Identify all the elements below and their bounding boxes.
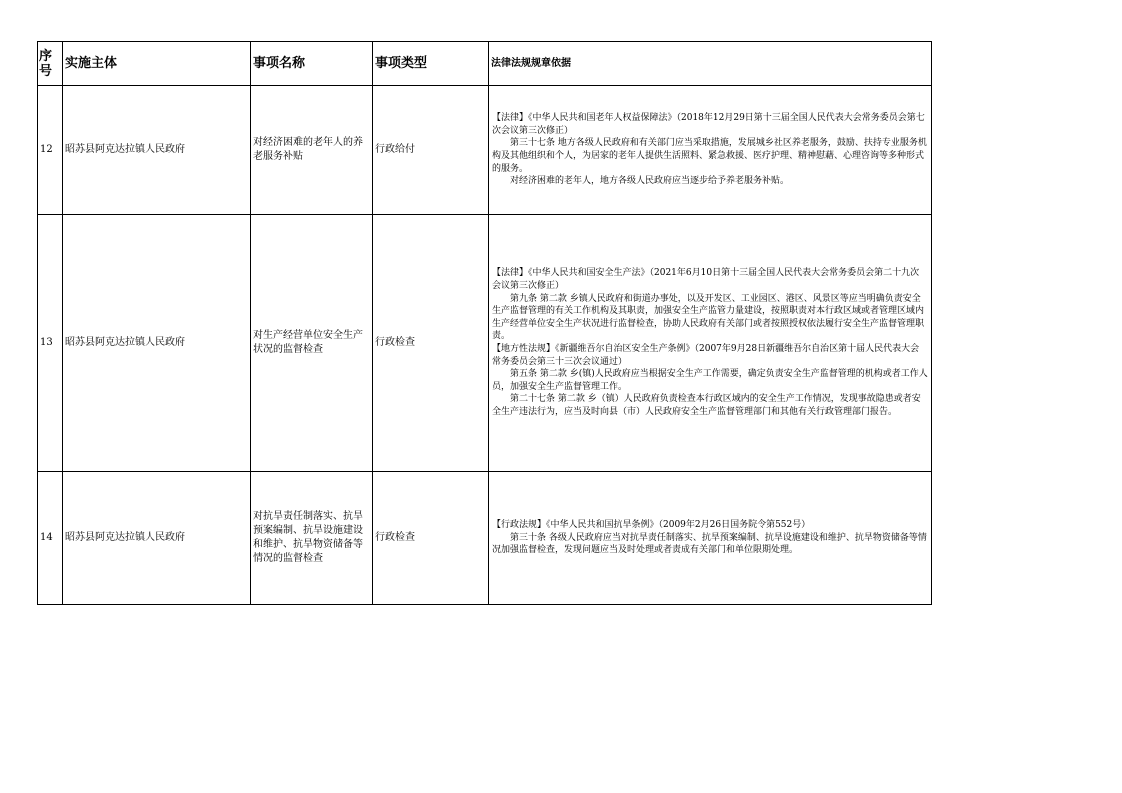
- row-legal-basis: [489, 215, 932, 472]
- basis-paragraph: 对经济困难的老年人，地方各级人民政府应当逐步给予养老服务补贴。: [510, 176, 790, 187]
- basis-paragraph: 第二十七条 第二款 乡（镇）人民政府负责检查本行政区域内的安全生产工作情况，发现事故隐患或者安全生产违法行为，应当及时向县（市）人民政府安全生产监督管理部门和其他有关行政管理部门报告。: [492, 394, 921, 417]
- basis-paragraph: 【法律】《中华人民共和国老年人权益保障法》（2018年12月29日第十三届全国人民代表大会常务委员会第七次会议第三次修正）: [492, 113, 925, 136]
- basis-paragraph: 第九条 第二款 乡镇人民政府和街道办事处，以及开发区、工业园区、港区、风景区等应当明确负责安全生产监督管理的有关工作机构及其职责，加强安全生产监管力量建设，按照职责对本行政区域或者管理区域内生产经营单位安全生产状况进行监督检查，协助人民政府有关部门或者按照授权依法履行安全生产监督管理职责。: [492, 293, 925, 342]
- row-item-name: 对经济困难的老年人的养老服务补贴: [251, 86, 373, 215]
- basis-paragraph: 第五条 第二款 乡(镇)人民政府应当根据安全生产工作需要，确定负责安全生产监督管理的机构或者工作人员，加强安全生产监督管理工作。: [492, 369, 928, 392]
- row-subject: 昭苏县阿克达拉镇人民政府: [63, 86, 251, 215]
- table-row: [38, 215, 932, 472]
- row-item-type: 行政检查: [373, 215, 489, 472]
- table-row: [38, 86, 932, 215]
- row-seq: 13: [38, 215, 63, 472]
- basis-paragraph: 第三十条 各级人民政府应当对抗旱责任制落实、抗旱预案编制、抗旱设施建设和维护、抗旱物资储备等情况加强监督检查，发现问题应当及时处理或者责成有关部门和单位限期处理。: [492, 532, 927, 556]
- row-item-type: 行政检查: [373, 472, 489, 605]
- row-item-name: 对抗旱责任制落实、抗旱预案编制、抗旱设施建设和维护、抗旱物资储备等情况的监督检查: [251, 472, 373, 605]
- basis-paragraph: 【地方性法规】《新疆维吾尔自治区安全生产条例》（2007年9月28日新疆维吾尔自治区第十届人民代表大会常务委员会第三十三次会议通过）: [492, 344, 920, 367]
- header-legal-basis: 法律法规规章依据: [489, 42, 932, 86]
- header-row: [38, 42, 932, 86]
- basis-paragraph: 第三十七条 地方各级人民政府和有关部门应当采取措施，发展城乡社区养老服务，鼓励、扶持专业服务机构及其他组织和个人，为居家的老年人提供生活照料、紧急救援、医疗护理、精神慰藉、心理咨询等多种形式的服务。: [492, 138, 927, 174]
- header-item-type: 事项类型: [373, 42, 489, 86]
- row-seq: 14: [38, 472, 63, 605]
- row-legal-basis: [489, 472, 932, 605]
- header-item-name: 事项名称: [251, 42, 373, 86]
- basis-paragraph: 【法律】《中华人民共和国安全生产法》（2021年6月10日第十三届全国人民代表大会常务委员会第二十九次会议第三次修正）: [492, 268, 920, 292]
- table-row: [38, 472, 932, 605]
- row-legal-basis: [489, 86, 932, 215]
- row-seq: 12: [38, 86, 63, 215]
- row-subject: 昭苏县阿克达拉镇人民政府: [63, 472, 251, 605]
- row-subject: 昭苏县阿克达拉镇人民政府: [63, 215, 251, 472]
- header-subject: 实施主体: [63, 42, 251, 86]
- row-item-type: 行政给付: [373, 86, 489, 215]
- row-item-name: 对生产经营单位安全生产状况的监督检查: [251, 215, 373, 472]
- header-seq: 序号: [38, 42, 63, 86]
- basis-paragraph: 【行政法规】《中华人民共和国抗旱条例》（2009年2月26日国务院令第552号）: [492, 520, 811, 531]
- regulation-table: [37, 41, 932, 605]
